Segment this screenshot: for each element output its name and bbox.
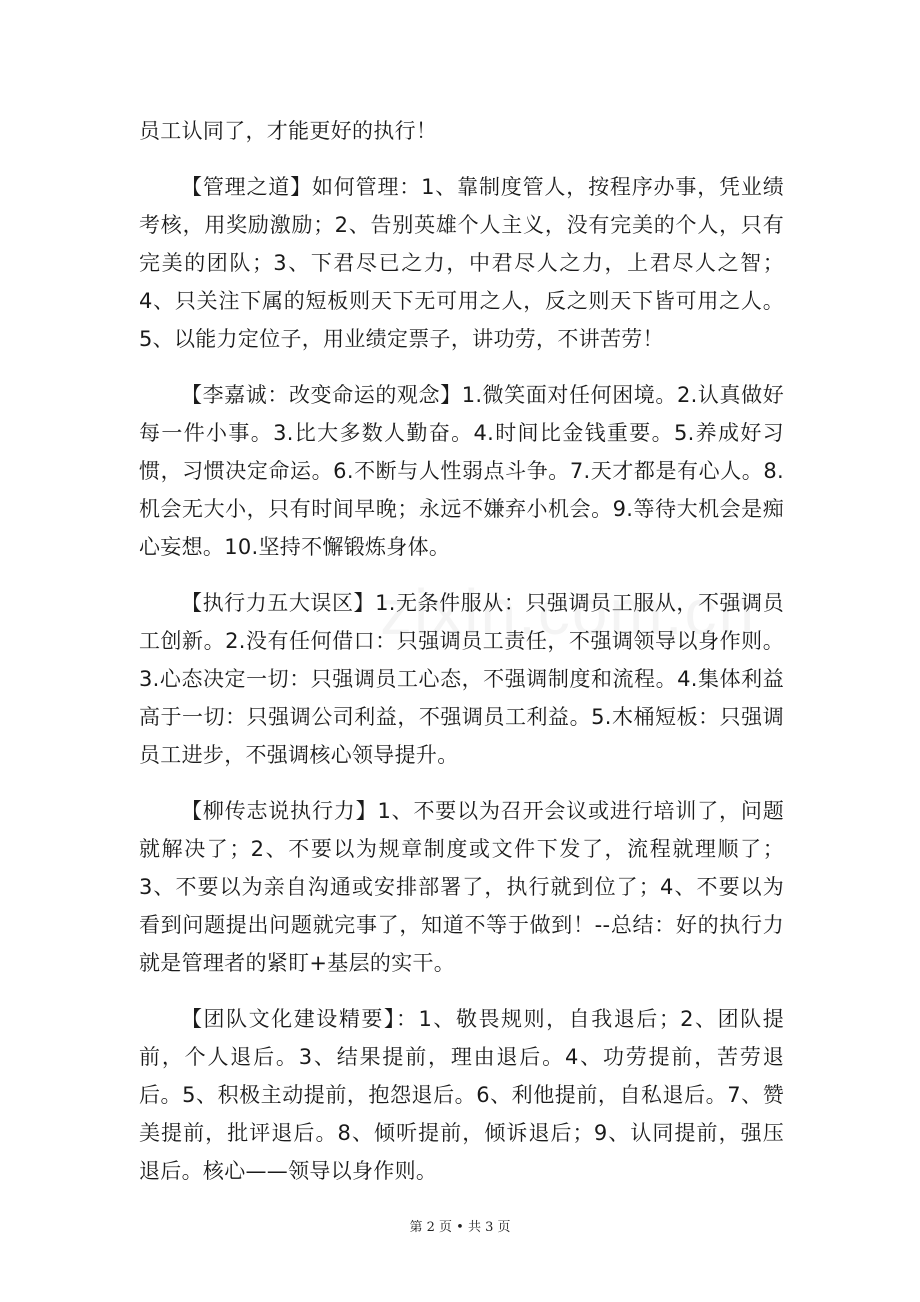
paragraph-team-culture: 【团队文化建设精要】：1、敬畏规则，自我退后；2、团队提前，个人退后。3、结果提前，理由退后。4、功劳提前，苦劳退后。5、积极主动提前，抱怨退后。6、利他提前，自私退后。7、赞美提前，批评退后。8、倾听提前，倾诉退后；9、认同提前，强压退后。核心——领导以身作则。: [139, 1007, 784, 1183]
paragraph-management: 【管理之道】如何管理：1、靠制度管人，按程序办事，凭业绩考核，用奖励激励；2、告别英雄个人主义，没有完美的个人，只有完美的团队；3、下君尽已之力，中君尽人之力，上君尽人之智；4、只关注下属的短板则天下无可用之人，反之则天下皆可用之人。5、以能力定位子，用业绩定票子，讲功劳，不讲苦劳！: [139, 175, 784, 351]
paragraph-liu-chuanzhi: 【柳传志说执行力】1、不要以为召开会议或进行培训了，问题就解决了；2、不要以为规章制度或文件下发了，流程就理顺了；3、不要以为亲自沟通或安排部署了，执行就到位了；4、不要以为看到问题提出问题就完事了，知道不等于做到！--总结：好的执行力就是管理者的紧盯+基层的实干。: [139, 799, 784, 975]
paragraph-li-ka-shing: 【李嘉诚：改变命运的观念】1.微笑面对任何困境。2.认真做好每一件小事。3.比大多数人勤奋。4.时间比金钱重要。5.养成好习惯，习惯决定命运。6.不断与人性弱点斗争。7.天才都是有心人。8.机会无大小，只有时间早晚；永远不嫌弃小机会。9.等待大机会是痴心妄想。10.坚持不懈锻炼身体。: [139, 383, 784, 559]
page-footer: 第 2 页 • 共 3 页: [409, 1220, 511, 1235]
paragraph-execution-pitfalls: 【执行力五大误区】1.无条件服从：只强调员工服从，不强调员工创新。2.没有任何借口：只强调员工责任，不强调领导以身作则。3.心态决定一切：只强调员工心态，不强调制度和流程。4.集体利益高于一切：只强调公司利益，不强调员工利益。5.木桶短板：只强调员工进步，不强调核心领导提升。: [139, 591, 784, 767]
document-body: [139, 112, 784, 1190]
paragraph-continuation: 员工认同了，才能更好的执行！: [139, 119, 438, 143]
